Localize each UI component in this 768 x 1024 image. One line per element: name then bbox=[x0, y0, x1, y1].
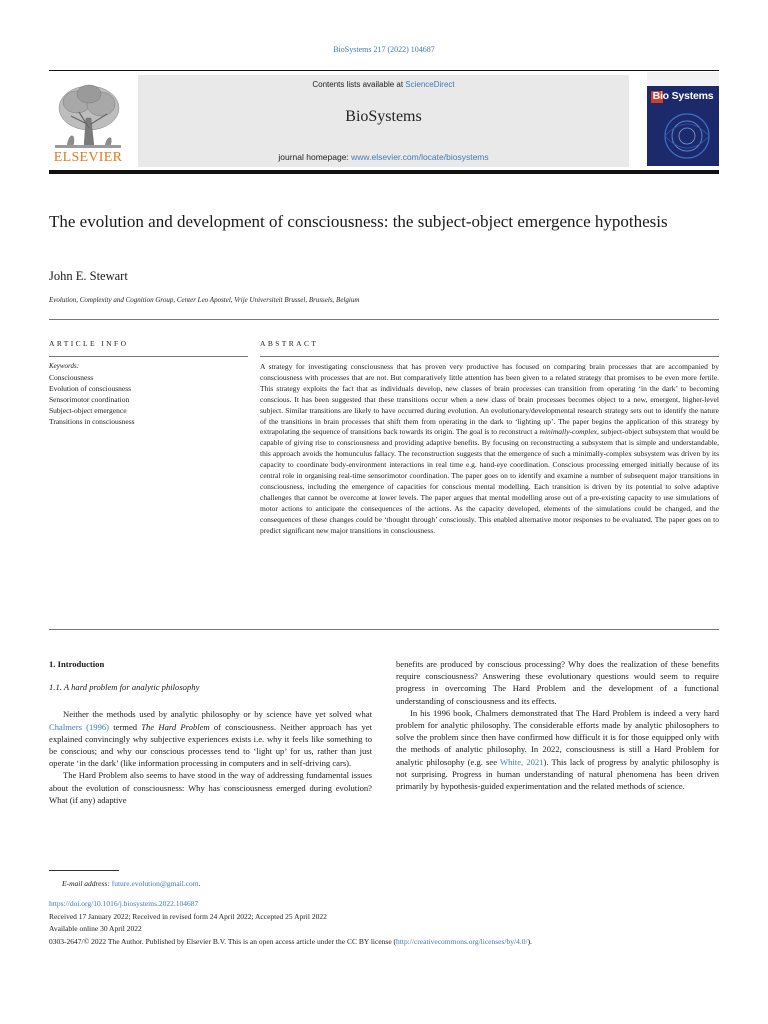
article-title: The evolution and development of consciousness: the subject-object emergence hypothesis bbox=[49, 212, 668, 231]
journal-citation[interactable]: BioSystems 217 (2022) 104687 bbox=[333, 45, 435, 54]
copyright-end: ). bbox=[527, 937, 532, 946]
para1-mid: termed bbox=[109, 721, 142, 732]
doi-link[interactable]: https://doi.org/10.1016/j.biosystems.2022.104687 bbox=[49, 899, 199, 908]
keyword-item: Consciousness bbox=[49, 373, 94, 382]
author-name: John E. Stewart bbox=[49, 269, 128, 283]
abstract-part-2: subject-object subsystem that would be capable of giving rise to consciousness and providing adaptive benefits. By focusing on reconstructing a subsystem that is simple and understandable, this approach avoids the homunculus fallacy. The reconstruction suggests that the emergence of such a minimally-complex subsystem was driven by its capacity to coordinate body-environment interactions in real time e.g. hand-eye coordination. Conscious processing emerged initially because of its central role in organising real-time sensorimotor coordination. The paper goes on to identify and examine a number of subsequent major transitions in consciousness, including the emergence of capacities for conscious mental modelling. Each transition is driven by its potential to solve adaptive challenges that cannot be overcome at lower levels. The paper argues that mental modelling arose out of a pre-existing capacity to use simulations of motor actions to anticipate the consequences of the actions. As the capacity developed, elements of the simulations could be changed, and the consequences of these changes could be ‘thought through’ consciously. This enabled alternative motor responses to be evaluated. The paper goes on to predict significant new major transitions in consciousness. bbox=[260, 427, 719, 535]
masthead-bottom-rule bbox=[49, 170, 719, 174]
keyword-item: Transitions in consciousness bbox=[49, 417, 135, 426]
received-dates: Received 17 January 2022; Received in revised form 24 April 2022; Accepted 25 April 2022 bbox=[49, 912, 327, 921]
body-paragraph bbox=[396, 707, 719, 792]
footnote-rule bbox=[49, 870, 119, 871]
email-footnote bbox=[62, 879, 200, 888]
homepage-prefix: journal homepage: bbox=[278, 152, 352, 162]
abstract-emphasis: minimally-complex, bbox=[539, 427, 599, 437]
elsevier-wordmark: ELSEVIER bbox=[53, 150, 123, 165]
abstract-heading: ABSTRACT bbox=[260, 339, 319, 348]
available-online-date: Available online 30 April 2022 bbox=[49, 924, 142, 933]
para1-end: of consciousness. Neither approach has yet explained convincingly why subjective experiences exists i.e. why it feels like something to be conscious; and why our conscious processes tend to ‘light up’ for us, rather than just operate ‘in the dark’ (like information processing in computers and in self-driving cars). bbox=[49, 721, 372, 769]
copyright-start: 0303-2647/© 2022 The Author. Published by Elsevier B.V. This is an open access article under the CC BY license ( bbox=[49, 937, 397, 946]
cover-graphic bbox=[647, 72, 719, 166]
body-paragraph: The Hard Problem also seems to have stood in the way of addressing fundamental issues about the evolution of consciousness: Why has consciousness emerged during evolution? What (if any) adaptive bbox=[49, 770, 372, 805]
author-affiliation: Evolution, Complexity and Cognition Group, Center Leo Apostel, Vrije Universiteit Brussel, Brussels, Belgium bbox=[49, 296, 360, 304]
subsection-heading: 1.1. A hard problem for analytic philosophy bbox=[49, 682, 200, 693]
para1-start: Neither the methods used by analytic philosophy or by science have yet solved what bbox=[63, 709, 372, 720]
masthead-top-rule bbox=[49, 70, 719, 71]
journal-name: BioSystems bbox=[345, 108, 422, 125]
article-info-rule bbox=[49, 356, 248, 357]
body-paragraph-continued: benefits are produced by conscious processing? Why does the realization of these benefits require consciousness? Answering these evolutionary questions would seem to require progress in overcoming The Hard Problem and the development of a functional understanding of consciousness and its effects. bbox=[396, 659, 719, 706]
homepage-line bbox=[138, 152, 629, 162]
license-link[interactable]: http://creativecommons.org/licenses/by/4.0/ bbox=[396, 937, 528, 946]
keyword-item: Evolution of consciousness bbox=[49, 384, 132, 393]
title-block-rule bbox=[49, 319, 719, 320]
contents-line bbox=[138, 80, 629, 89]
email-link[interactable]: future.evolution@gmail.com bbox=[111, 879, 199, 888]
keywords-label: Keywords: bbox=[49, 362, 80, 370]
abstract-rule bbox=[260, 356, 719, 357]
para4-start: In his 1996 book, Chalmers demonstrated that The Hard Problem is indeed a very hard problem for analytic philosophy. The considerable efforts made by analytic philosophers to solve the problem since then have confirmed how difficult it is for those equipped only with the methods of analytic philosophy. In 2022, consciousness is still a Hard Problem for analytic philosophy (e.g. see bbox=[396, 707, 719, 767]
journal-cover-image bbox=[647, 72, 719, 166]
contents-prefix: Contents lists available at bbox=[312, 80, 406, 89]
email-label: E-mail address: bbox=[62, 879, 112, 888]
cover-title: Bio Systems bbox=[652, 90, 714, 102]
abstract-text bbox=[260, 362, 719, 537]
citation-link-chalmers[interactable]: Chalmers (1996) bbox=[49, 721, 110, 732]
citation-link-white[interactable]: White, 2021 bbox=[500, 756, 544, 767]
section-heading: 1. Introduction bbox=[49, 659, 105, 669]
body-paragraph bbox=[49, 708, 372, 769]
abstract-part-1: A strategy for investigating consciousness that has proven very productive has focused on comparing brain processes that are accompanied by consciousness with processes that are not. But comparatively little attention has been given to a related strategy that promises to be even more fertile. This strategy exploits the fact that as individuals develop, new classes of brain processes can transition from operating ‘in the dark’ to becoming conscious. It has been suggested that these transitions occur when a new class of brain processes becomes object to a new, emergent, higher-level subject. Similar transitions are likely to have occurred during evolution. An evolutionary/developmental research strategy sets out to identify the nature of the transitions in brain processes that shift them from operating in the dark to ‘lighting up’. The paper begins the application of this strategy by extrapolating the sequence of transitions back towards its origin. The goal is to reconstruct a bbox=[260, 362, 719, 437]
sciencedirect-link[interactable]: ScienceDirect bbox=[405, 80, 455, 89]
abstract-end-rule bbox=[49, 629, 719, 630]
article-info-heading: ARTICLE INFO bbox=[49, 339, 129, 348]
para1-emphasis: The Hard Problem bbox=[141, 721, 210, 732]
journal-homepage-link[interactable]: www.elsevier.com/locate/biosystems bbox=[351, 152, 489, 162]
para4-end: ). This lack of progress by analytic philosophy is not surprising. Progress in human understanding of natural phenomena has been driven primarily by hypothesis-guided experimentation and the related methods of science. bbox=[396, 756, 719, 792]
body-right-column bbox=[396, 658, 719, 792]
keyword-item: Sensorimotor coordination bbox=[49, 395, 130, 404]
copyright-notice bbox=[49, 937, 724, 946]
email-end: . bbox=[198, 879, 201, 888]
body-left-column bbox=[49, 658, 372, 806]
keyword-item: Subject-object emergence bbox=[49, 406, 127, 415]
